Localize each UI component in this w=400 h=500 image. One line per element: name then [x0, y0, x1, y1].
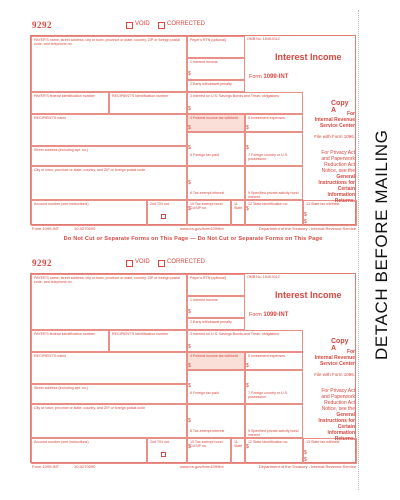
form-header: [30, 258, 356, 274]
dollar-sign: $: [188, 180, 191, 186]
dollar-sign: $: [188, 125, 191, 131]
title-area: [245, 274, 357, 330]
dollar-sign: $: [304, 219, 307, 225]
box9-label: 9 Specified private activity bond interest: [248, 429, 299, 437]
privacy-line: Information: [327, 430, 355, 436]
footer-dept: Department of the Treasury - Internal Revenue Service: [258, 226, 356, 231]
fatca-field[interactable]: [147, 438, 187, 464]
payer-tin-label: PAYER'S federal identification number: [34, 332, 95, 336]
footer-cat: 10-0270090: [74, 464, 96, 469]
box11-label: 11 State: [234, 202, 243, 210]
fatca-label: 2nd TIN not.: [150, 202, 170, 206]
account-number-label: Account number (see instructions): [34, 202, 89, 206]
dollar-sign: $: [246, 363, 249, 369]
dollar-sign: $: [246, 125, 249, 131]
recipient-name-field[interactable]: [31, 114, 187, 146]
payer-name-label: PAYER'S name, street address, city or town, province or state, country, ZIP or foreign postal code, and telephone no.: [34, 38, 181, 46]
box2-label: 2 Early withdrawal penalty: [190, 320, 232, 324]
form-prefix: Form: [249, 312, 262, 318]
form-id: [249, 74, 288, 80]
detach-before-mailing-text: DETACH BEFORE MAILING: [372, 129, 391, 360]
form-1099-int-bottom: [30, 258, 356, 472]
file-with-text: File with Form 1096.: [314, 372, 355, 377]
agency-line: Internal Revenue: [314, 355, 355, 361]
box9-field[interactable]: [245, 404, 303, 438]
box2-field[interactable]: [187, 80, 245, 92]
account-number-label: Account number (see instructions): [34, 440, 89, 444]
title-area: [245, 36, 357, 92]
dollar-sign: $: [188, 106, 191, 112]
privacy-text: [303, 388, 355, 442]
dollar-sign: $: [188, 344, 191, 350]
form-name: 1099-INT: [263, 312, 289, 318]
form-title: Interest Income: [275, 290, 342, 300]
void-label: VOID: [135, 21, 150, 27]
void-checkbox[interactable]: [126, 22, 133, 29]
form-id: [249, 312, 288, 318]
dollar-sign: $: [188, 383, 191, 389]
box3-field[interactable]: [187, 330, 303, 352]
fatca-field[interactable]: [147, 200, 187, 226]
account-number-field[interactable]: [31, 200, 147, 226]
privacy-line: Reduction Act: [324, 400, 355, 406]
payer-tin-label: PAYER'S federal identification number: [34, 94, 95, 98]
footer-cat: 10-0270090: [74, 226, 96, 231]
account-number-field[interactable]: [31, 438, 147, 464]
recipient-name-field[interactable]: [31, 352, 187, 384]
privacy-line: and Paperwork: [321, 394, 355, 400]
box12-field[interactable]: [245, 200, 303, 226]
box7-label: 7 Foreign country or U.S. possession: [248, 153, 289, 161]
box12-field[interactable]: [245, 438, 303, 464]
box7-field[interactable]: [245, 132, 303, 166]
privacy-line: Reduction Act: [324, 162, 355, 168]
box1-field[interactable]: [187, 296, 245, 318]
recipient-name-label: RECIPIENT'S name: [34, 354, 67, 358]
box1-field[interactable]: [187, 58, 245, 80]
dollar-sign: $: [304, 450, 307, 456]
payer-rtn-field[interactable]: [187, 36, 245, 58]
dollar-sign: $: [188, 206, 191, 212]
privacy-line: and Paperwork: [321, 156, 355, 162]
payer-tin-field[interactable]: [31, 330, 109, 352]
box8-label: 8 Tax-exempt interest: [190, 429, 225, 433]
footer-dept: Department of the Treasury - Internal Revenue Service: [258, 464, 356, 469]
box5-field[interactable]: [245, 352, 303, 370]
street-address-field[interactable]: [31, 384, 187, 404]
copy-label: Copy A: [331, 338, 349, 352]
corrected-label: CORRECTED: [167, 21, 206, 27]
street-address-label: Street address (including apt. no.): [34, 148, 88, 152]
perforation-line: [358, 10, 359, 490]
privacy-line: Certain: [337, 186, 355, 192]
form-title: Interest Income: [275, 52, 342, 62]
box4-label: 4 Federal income tax withheld: [190, 354, 238, 358]
street-address-field[interactable]: [31, 146, 187, 166]
form-header: [30, 20, 356, 36]
box7-field[interactable]: [245, 370, 303, 404]
payer-rtn-label: Payer's RTN (optional): [190, 276, 227, 280]
box2-label: 2 Early withdrawal penalty: [190, 82, 232, 86]
agency-line: Service Center: [319, 123, 355, 129]
box3-field[interactable]: [187, 92, 303, 114]
box9-field[interactable]: [245, 166, 303, 200]
dollar-sign: $: [246, 383, 249, 389]
box6-field[interactable]: [187, 370, 245, 404]
recipient-tin-field[interactable]: [109, 92, 187, 114]
box1-label: 1 Interest income: [190, 298, 218, 302]
omb-number: OMB No. 1545-0112: [247, 37, 280, 41]
box6-label: 6 Foreign tax paid: [190, 391, 219, 395]
box11-field[interactable]: [231, 438, 245, 464]
dollar-sign: $: [304, 212, 307, 218]
dollar-sign: $: [188, 444, 191, 450]
payer-name-field[interactable]: [31, 36, 187, 92]
form-number: 9292: [32, 258, 52, 268]
box11-label: 11 State: [234, 440, 243, 448]
privacy-line: Returns.: [334, 436, 355, 442]
box4-label: 4 Federal income tax withheld: [190, 116, 238, 120]
agency-line: For: [346, 349, 355, 355]
box4-field[interactable]: [187, 114, 245, 132]
box2-field[interactable]: [187, 318, 245, 330]
recipient-tin-field[interactable]: [109, 330, 187, 352]
footer-form: Form 1099-INT: [32, 464, 60, 469]
do-not-cut-text: Do Not Cut or Separate Forms on This Page — Do Not Cut or Separate Forms on This Page: [63, 236, 323, 242]
dollar-sign: $: [188, 309, 191, 315]
privacy-line: Notice, see the: [321, 168, 355, 174]
dollar-sign: $: [304, 457, 307, 463]
form-1099-int-top: [30, 20, 356, 248]
dollar-sign: $: [188, 145, 191, 151]
box10-field[interactable]: [187, 438, 231, 464]
box10-field[interactable]: [187, 200, 231, 226]
dollar-sign: $: [188, 363, 191, 369]
box3-label: 3 Interest on U.S. Savings Bonds and Treas. obligations: [190, 332, 280, 336]
privacy-line: General: [336, 174, 355, 180]
agency-line: Service Center: [319, 361, 355, 367]
city-field[interactable]: [31, 166, 187, 200]
box7-label: 7 Foreign country or U.S. possession: [248, 391, 289, 399]
recipient-name-label: RECIPIENT'S name: [34, 116, 67, 120]
form-prefix: Form: [249, 74, 262, 80]
privacy-line: Returns.: [334, 198, 355, 204]
footer-url: www.irs.gov/form1099int: [180, 226, 224, 231]
privacy-line: General: [336, 412, 355, 418]
footer-form: Form 1099-INT: [32, 226, 60, 231]
fatca-label: 2nd TIN not.: [150, 440, 170, 444]
agency-text: [303, 111, 355, 129]
second-tin-checkbox[interactable]: [161, 452, 166, 457]
void-label: VOID: [135, 259, 150, 265]
privacy-line: Information: [327, 192, 355, 198]
box10-label: 10 Tax-exempt bond CUSIP no.: [190, 202, 223, 210]
box8-field[interactable]: [187, 166, 245, 200]
city-field[interactable]: [31, 404, 187, 438]
agency-line: Internal Revenue: [314, 117, 355, 123]
dollar-sign: $: [188, 418, 191, 424]
box5-label: 5 Investment expenses: [248, 116, 285, 120]
privacy-line: For Privacy Act: [321, 150, 355, 156]
omb-number: OMB No. 1545-0112: [247, 275, 280, 279]
form-grid: [30, 35, 356, 225]
street-address-label: Street address (including apt. no.): [34, 386, 88, 390]
box4-field[interactable]: [187, 352, 245, 370]
agency-line: For: [346, 111, 355, 117]
box5-label: 5 Investment expenses: [248, 354, 285, 358]
box6-field[interactable]: [187, 132, 245, 166]
void-checkbox[interactable]: [126, 260, 133, 267]
form-name: 1099-INT: [263, 74, 289, 80]
box5-field[interactable]: [245, 114, 303, 132]
recipient-tin-label: RECIPIENT'S identification number: [112, 332, 169, 336]
corrected-checkbox[interactable]: [158, 260, 165, 267]
corrected-label: CORRECTED: [167, 259, 206, 265]
form-grid: [30, 273, 356, 463]
privacy-line: Notice, see the: [321, 406, 355, 412]
payer-rtn-label: Payer's RTN (optional): [190, 38, 227, 42]
payer-name-field[interactable]: [31, 274, 187, 330]
box11-field[interactable]: [231, 200, 245, 226]
box1-label: 1 Interest income: [190, 60, 218, 64]
privacy-line: Instructions for: [318, 180, 355, 186]
corrected-checkbox[interactable]: [158, 22, 165, 29]
privacy-line: Certain: [337, 424, 355, 430]
box6-label: 6 Foreign tax paid: [190, 153, 219, 157]
privacy-line: For Privacy Act: [321, 388, 355, 394]
footer-url: www.irs.gov/form1099int: [180, 464, 224, 469]
agency-text: [303, 349, 355, 367]
dollar-sign: $: [246, 145, 249, 151]
copy-label: Copy A: [331, 100, 349, 114]
city-label: City or town, province or state, country, and ZIP or foreign postal code: [34, 168, 146, 172]
box13-label: 13 State tax withheld: [306, 440, 340, 444]
box8-label: 8 Tax-exempt interest: [190, 191, 225, 195]
privacy-line: Instructions for: [318, 418, 355, 424]
box12-label: 12 State identification no.: [248, 440, 289, 444]
dollar-sign: $: [246, 444, 249, 450]
privacy-text: [303, 150, 355, 204]
recipient-tin-label: RECIPIENT'S identification number: [112, 94, 169, 98]
payer-tin-field[interactable]: [31, 92, 109, 114]
form-number: 9292: [32, 20, 52, 30]
box3-label: 3 Interest on U.S. Savings Bonds and Treas. obligations: [190, 94, 280, 98]
box10-label: 10 Tax-exempt bond CUSIP no.: [190, 440, 223, 448]
payer-name-label: PAYER'S name, street address, city or town, province or state, country, ZIP or foreign postal code, and telephone no.: [34, 276, 181, 284]
dollar-sign: $: [246, 206, 249, 212]
box13-label: 13 State tax withheld: [306, 202, 340, 206]
box12-label: 12 State identification no.: [248, 202, 289, 206]
second-tin-checkbox[interactable]: [161, 214, 166, 219]
payer-rtn-field[interactable]: [187, 274, 245, 296]
city-label: City or town, province or state, country, and ZIP or foreign postal code: [34, 406, 146, 410]
file-with-text: File with Form 1096.: [314, 134, 355, 139]
dollar-sign: $: [188, 71, 191, 77]
box8-field[interactable]: [187, 404, 245, 438]
box9-label: 9 Specified private activity bond interest: [248, 191, 299, 199]
